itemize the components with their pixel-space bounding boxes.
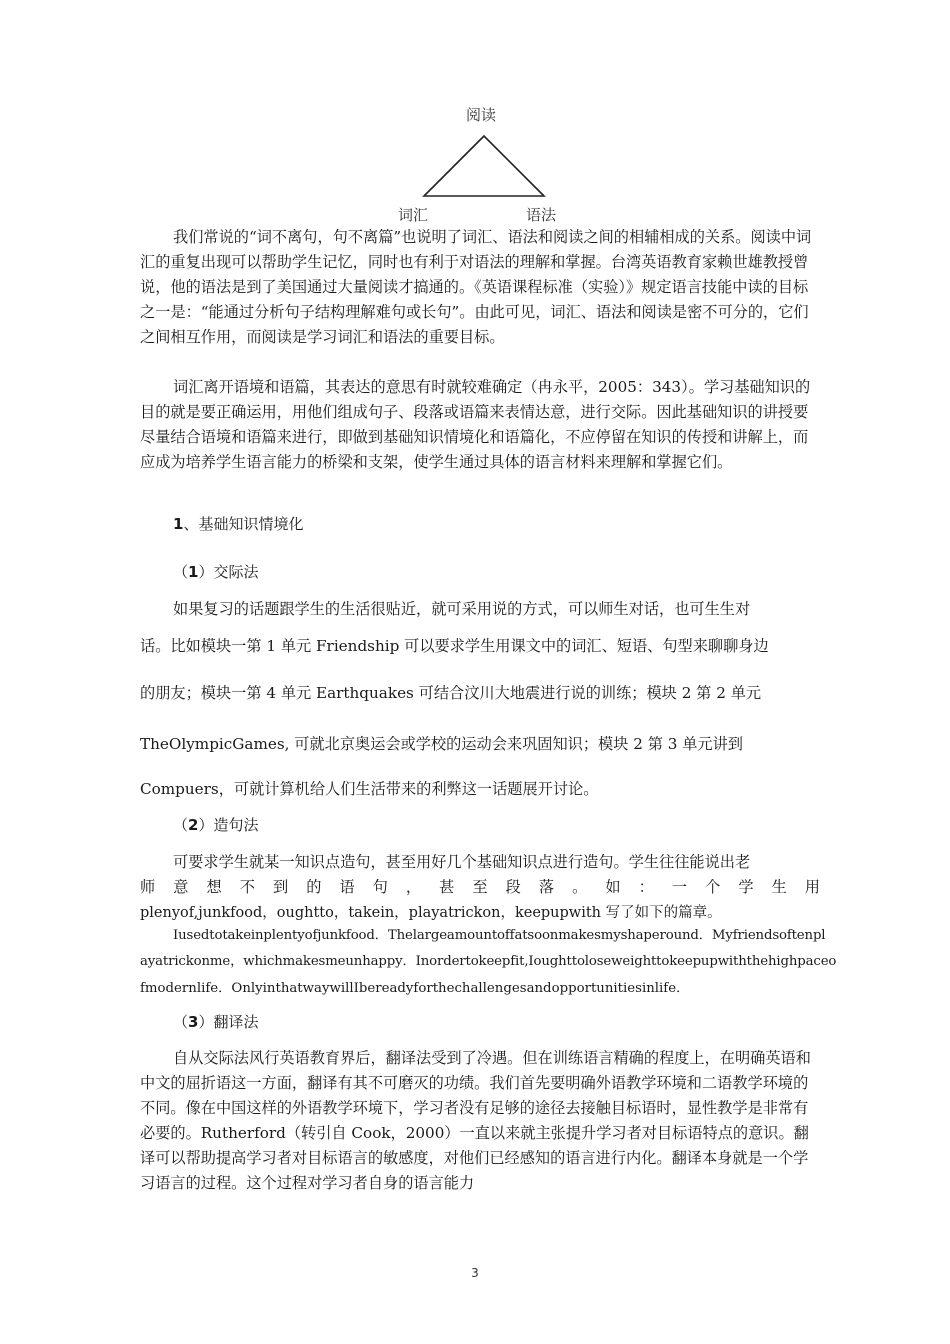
paragraph-1: 我们常说的“词不离句，句不离篇”也说明了词汇、语法和阅读之间的相辅相成的关系。阅读中词汇的重复出现可以帮助学生记忆，同时也有利于对语法的理解和掌握。台湾英语教育家赖世雄教授曾说，他的语法是到了美国通过大量阅读才搞通的。《英语课程标准（实验）》规定语言技能中读的目标之一是：“能通过分析句子结构理解难句或长句”。由此可见，词汇、语法和阅读是密不可分的，它们之间相互作用，而阅读是学习词汇和语法的重要目标。 bbox=[140, 228, 812, 346]
paragraph-2: 词汇离开语境和语篇，其表达的意思有时就较难确定（冉永平，2005：343）。学习基础知识的目的就是要正确运用，用他们组成句子、段落或语篇来表情达意，进行交际。因此基础知识的讲授要尽量结合语境和语篇来进行，即做到基础知识情境化和语篇化，不应停留在知识的传授和讲解上，而应成为培养学生语言能力的桥梁和支架，使学生通过具体的语言材料来理解和掌握它们。 bbox=[140, 378, 811, 471]
subheading-open-paren: （ bbox=[173, 563, 189, 581]
text-line: plenyof,junkfood，oughtto，takein，playatrickon，keepupwith 写了如下的篇章。 bbox=[140, 905, 722, 921]
text-line: Compuers，可就计算机给人们生活带来的利弊这一话题展开讨论。 bbox=[140, 780, 599, 798]
text-line: TheOlympicGames, 可就北京奥运会或学校的运动会来巩固知识；模块 2 第 3 单元讲到 bbox=[140, 735, 743, 753]
text-line: 的朋友；模块一第 4 单元 Earthquakes 可结合汶川大地震进行说的训练；模块 2 第 2 单元 bbox=[140, 684, 762, 702]
text-line: 话。比如模块一第 1 单元 Friendship 可以要求学生用课文中的词汇、短语、句型来聊聊身边 bbox=[140, 637, 769, 655]
subheading-number: 2 bbox=[188, 816, 199, 834]
section-heading-number: 1 bbox=[173, 515, 184, 533]
subheading-text: ）造句法 bbox=[198, 816, 259, 834]
diagram-label-grammar: 语法 bbox=[526, 206, 557, 224]
text-line: 师 意 想 不 到 的 语 句 ， 甚 至 段 落 。 如 ： 一 个 学 生 用 bbox=[140, 878, 820, 896]
subheading-number: 3 bbox=[188, 1013, 199, 1031]
subheading-communicative bbox=[173, 561, 258, 582]
section-heading-text: 、基础知识情境化 bbox=[183, 515, 304, 533]
subheading-text: ）翻译法 bbox=[198, 1013, 259, 1031]
subheading-sentence-making bbox=[173, 814, 258, 835]
page-number: 3 bbox=[471, 1266, 479, 1280]
example-line: Iusedtotakeinplentyofjunkfood．Thelargeamountoffatsoonmakesmyshaperound．Myfriendsoftenpl bbox=[173, 928, 826, 943]
paragraph-translation: 自从交际法风行英语教育界后，翻译法受到了冷遇。但在训练语言精确的程度上，在明确英语和中文的屈折语这一方面，翻译有其不可磨灭的功绩。我们首先要明确外语教学环境和二语教学环境的不同。像在中国这样的外语教学环境下，学习者没有足够的途径去接触目标语时，显性教学是非常有必要的。Rutherford（转引自 Cook，2000）一直以来就主张提升学习者对目标语特点的意识。翻译可以帮助提高学习者对目标语言的敏感度，对他们已经感知的语言进行内化。翻译本身就是一个学习语言的过程。这个过程对学习者自身的语言能力 bbox=[140, 1049, 811, 1192]
example-line: fmodernlife．OnlyinthatwaywillIbereadyforthechallengesandopportunitiesinlife． bbox=[140, 981, 690, 996]
subheading-number: 1 bbox=[188, 563, 199, 581]
subheading-open-paren: （ bbox=[173, 816, 189, 834]
text-line: 可要求学生就某一知识点造句，甚至用好几个基础知识点进行造句。学生往往能说出老 bbox=[173, 853, 751, 871]
diagram-label-reading: 阅读 bbox=[466, 106, 497, 124]
section-heading-1 bbox=[173, 513, 303, 534]
triangle-diagram bbox=[380, 100, 580, 230]
subheading-open-paren: （ bbox=[173, 1013, 189, 1031]
text-line: 如果复习的话题跟学生的生活很贴近，就可采用说的方式，可以师生对话，也可生生对 bbox=[173, 600, 751, 618]
example-line: ayatrickonme，whichmakesmeunhappy．Inordertokeepfit,Ioughttoloseweighttokeepupwiththehighpaceo bbox=[140, 954, 837, 969]
subheading-text: ）交际法 bbox=[198, 563, 259, 581]
diagram-label-vocabulary: 词汇 bbox=[398, 206, 429, 224]
subheading-translation bbox=[173, 1011, 258, 1032]
